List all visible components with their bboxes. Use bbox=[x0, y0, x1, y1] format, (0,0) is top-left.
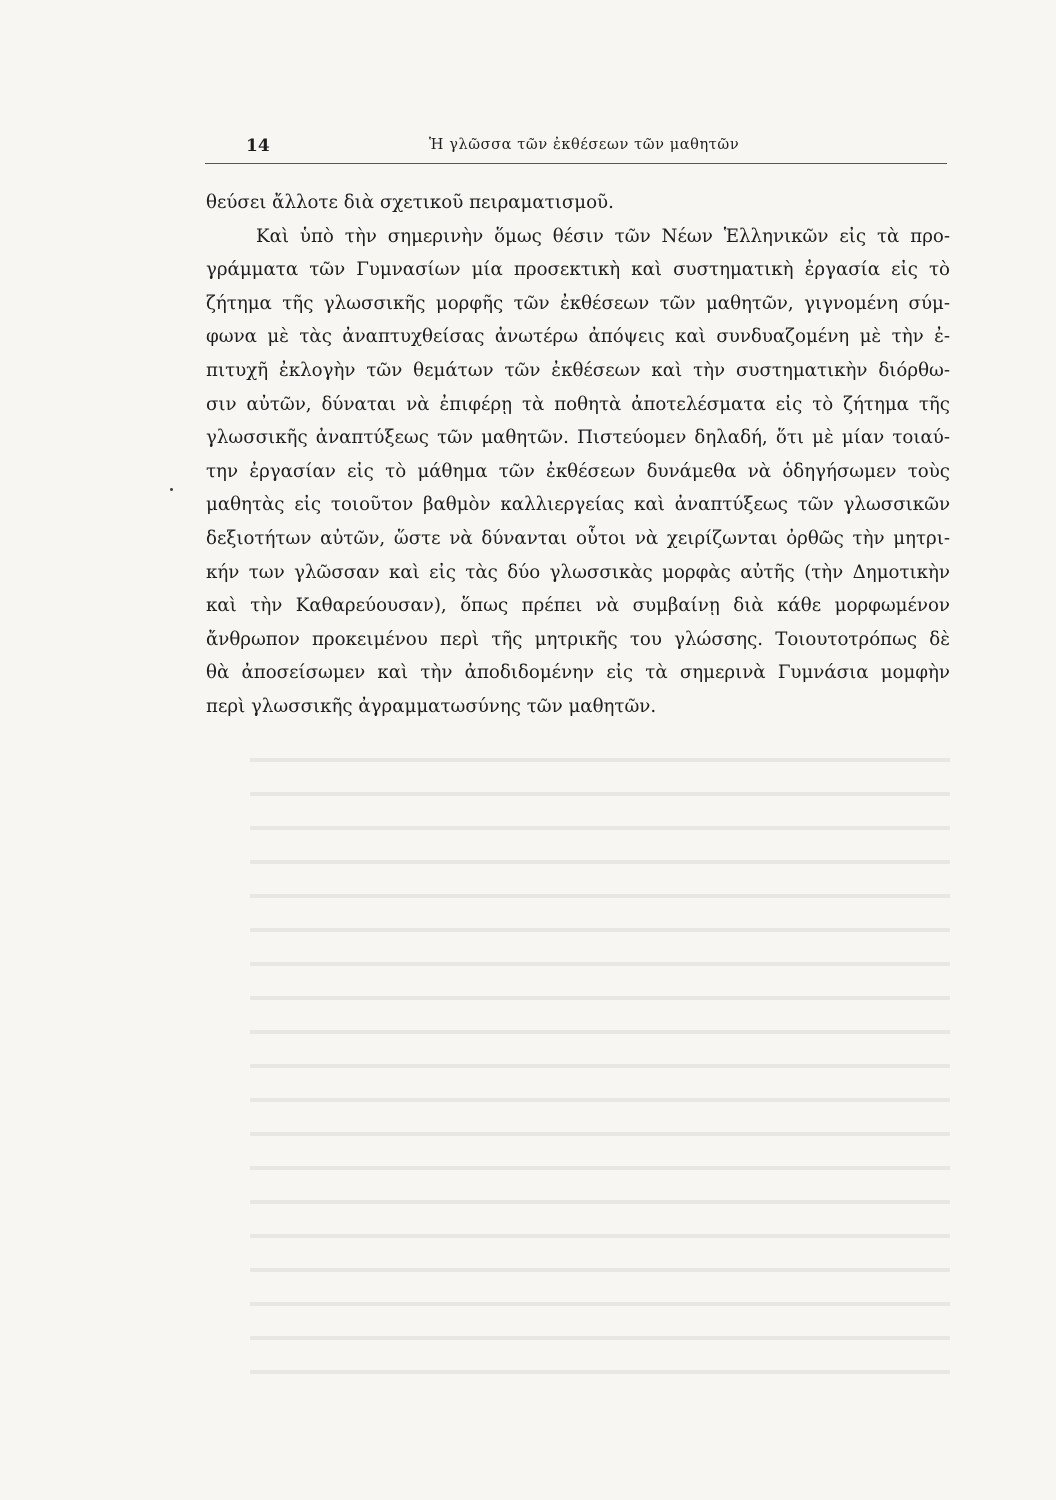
text-line: ἄνθρωπον προκειμένου περὶ τῆς μητρικῆς του γλώσσης. Τοιουτοτρόπως δὲ bbox=[206, 628, 950, 650]
text-line: την ἐργασίαν εἰς τὸ μάθημα τῶν ἐκθέσεων δυνάμεθα νὰ ὁδηγήσωμεν τοὺς bbox=[206, 460, 950, 482]
text-line: Καὶ ὑπὸ τὴν σημερινὴν ὅμως θέσιν τῶν Νέων Ἑλληνικῶν εἰς τὰ προ- bbox=[256, 225, 950, 247]
text-line: πιτυχῆ ἐκλογὴν τῶν θεμάτων τῶν ἐκθέσεων καὶ τὴν συστηματικὴν διόρθω- bbox=[206, 359, 950, 381]
paper-speck bbox=[170, 488, 173, 491]
body-paragraph bbox=[206, 186, 950, 724]
text-line: περὶ γλωσσικῆς ἀγραμματωσύνης τῶν μαθητῶν. bbox=[206, 695, 657, 717]
text-line: φωνα μὲ τὰς ἀναπτυχθείσας ἀνωτέρω ἀπόψεις καὶ συνδυαζομένη μὲ τὴν ἐ- bbox=[206, 326, 950, 348]
text-line: δεξιοτήτων αὐτῶν, ὥστε νὰ δύνανται οὗτοι νὰ χειρίζωνται ὀρθῶς τὴν μητρι- bbox=[206, 527, 950, 549]
running-title: Ἡ γλῶσσα τῶν ἐκθέσεων τῶν μαθητῶν bbox=[429, 137, 740, 153]
text-line: καὶ τὴν Καθαρεύουσαν), ὅπως πρέπει νὰ συμβαίνῃ διὰ κάθε μορφωμένον bbox=[206, 595, 950, 617]
page-header bbox=[205, 136, 947, 162]
text-line: γράμματα τῶν Γυμνασίων μία προσεκτικὴ καὶ συστηματικὴ ἐργασία εἰς τὸ bbox=[206, 259, 950, 281]
text-line: γλωσσικῆς ἀναπτύξεως τῶν μαθητῶν. Πιστεύομεν δηλαδή, ὅτι μὲ μίαν τοιαύ- bbox=[206, 427, 950, 449]
show-through-background bbox=[250, 740, 950, 1380]
text-line: κήν των γλῶσσαν καὶ εἰς τὰς δύο γλωσσικὰς μορφὰς αὐτῆς (τὴν Δημοτικὴν bbox=[206, 561, 950, 583]
text-line: θὰ ἀποσείσωμεν καὶ τὴν ἀποδιδομένην εἰς τὰ σημερινὰ Γυμνάσια μομφὴν bbox=[206, 662, 950, 684]
text-line: σιν αὐτῶν, δύναται νὰ ἐπιφέρῃ τὰ ποθητὰ ἀποτελέσματα εἰς τὸ ζήτημα τῆς bbox=[206, 393, 950, 415]
page-number: 14 bbox=[246, 136, 270, 156]
text-line: μαθητὰς εἰς τοιοῦτον βαθμὸν καλλιεργείας καὶ ἀναπτύξεως τῶν γλωσσικῶν bbox=[206, 494, 950, 516]
text-line: ζήτημα τῆς γλωσσικῆς μορφῆς τῶν ἐκθέσεων τῶν μαθητῶν, γιγνομένη σύμ- bbox=[206, 292, 950, 314]
text-line: θεύσει ἄλλοτε διὰ σχετικοῦ πειραματισμοῦ. bbox=[206, 192, 614, 213]
header-divider bbox=[205, 163, 947, 164]
